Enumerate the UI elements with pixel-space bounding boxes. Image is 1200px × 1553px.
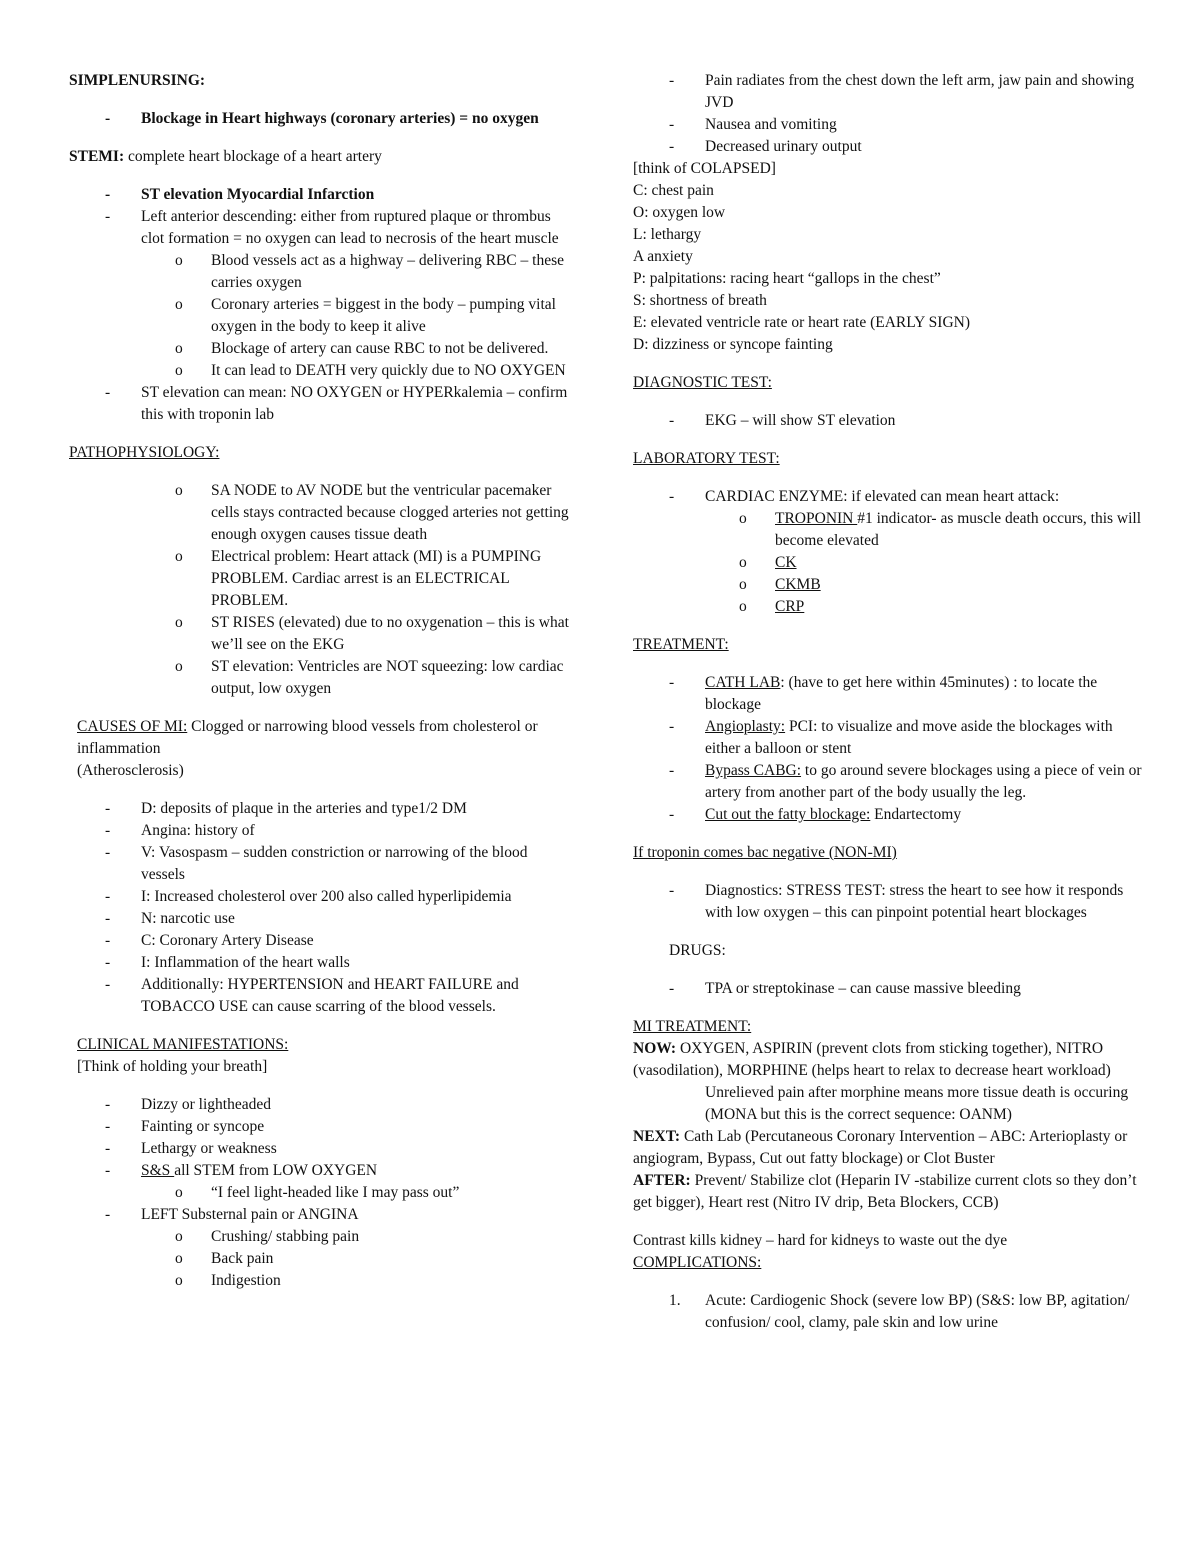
section-heading-laboratory: LABORATORY TEST: [633,450,780,467]
sub-list-item: o Coronary arteries = biggest in the body – pumping vital oxygen in the body to keep it alive [175,296,556,335]
list-item: - Diagnostics: STRESS TEST: stress the heart to see how it responds with low oxygen – this can pinpoint potential heart blockages [669,882,1124,921]
list-item: - I: Inflammation of the heart walls [105,954,350,971]
sub-list-item: o TROPONIN #1 indicator- as muscle death occurs, this will become elevated [739,510,1142,549]
colapsed-line: O: oxygen low [633,204,726,221]
list-item: - EKG – will show ST elevation [669,412,896,429]
contrast-note: Contrast kills kidney – hard for kidneys to waste out the dye [633,1232,1008,1249]
unrelieved-note: Unrelieved pain after morphine means more tissue death is occuring [705,1084,1129,1101]
list-item: - Angina: history of [105,822,255,839]
section-heading-complications: COMPLICATIONS: [633,1254,762,1271]
list-item: - CARDIAC ENZYME: if elevated can mean heart attack: [669,488,1060,505]
section-heading-mi-treatment: MI TREATMENT: [633,1018,752,1035]
section-heading-pathophysiology: PATHOPHYSIOLOGY: [69,444,220,461]
sub-list-item: o CKMB [739,576,821,593]
section-heading-treatment: TREATMENT: [633,636,729,653]
list-item: - Angioplasty: PCI: to visualize and move aside the blockages with either a balloon or stent [669,718,1113,757]
sub-list-item: o Blockage of artery can cause RBC to not be delivered. [175,340,549,357]
colapsed-line: P: palpitations: racing heart “gallops in the chest” [633,270,941,287]
doc-title: SIMPLENURSING: [69,72,206,89]
causes-block: CAUSES OF MI: Clogged or narrowing blood vessels from cholesterol or inflammation (Atherosclerosis) [77,718,538,779]
next-paragraph: NEXT: Cath Lab (Percutaneous Coronary Intervention – ABC: Arterioplasty or angiogram, Bypass, Cut out fatty blockage) or Clot Buster [633,1128,1128,1167]
left-column [69,70,569,1292]
colapsed-line: C: chest pain [633,182,714,199]
now-paragraph: NOW: OXYGEN, ASPIRIN (prevent clots from sticking together), NITRO (vasodilation), MORPHINE (helps heart to relax to decrease heart workload) [633,1040,1111,1079]
colapsed-line: [think of COLAPSED] [633,160,776,177]
list-item: - I: Increased cholesterol over 200 also called hyperlipidemia [105,888,512,905]
sub-list-item: o It can lead to DEATH very quickly due to NO OXYGEN [175,362,566,379]
list-item: - S&S all STEM from LOW OXYGEN [105,1162,378,1179]
after-paragraph: AFTER: Prevent/ Stabilize clot (Heparin IV -stabilize current clots so they don’t get bigger), Heart rest (Nitro IV drip, Beta Blockers, CCB) [633,1172,1137,1211]
list-item: - LEFT Substernal pain or ANGINA [105,1206,359,1223]
list-item: - D: deposits of plaque in the arteries and type1/2 DM [105,800,467,817]
troponin-negative-heading: If troponin comes bac negative (NON-MI) [633,844,897,861]
list-item: - N: narcotic use [105,910,235,927]
sub-list-item: o ST RISES (elevated) due to no oxygenation – this is what we’ll see on the EKG [175,614,569,653]
sub-list-item: o Back pain [175,1250,274,1267]
section-heading-clinical: CLINICAL MANIFESTATIONS: [77,1036,289,1053]
colapsed-line: L: lethargy [633,226,702,243]
sub-list-item: o Crushing/ stabbing pain [175,1228,360,1245]
list-item: - Lethargy or weakness [105,1140,277,1157]
list-item: - Pain radiates from the chest down the left arm, jaw pain and showing JVD [669,72,1135,111]
section-heading-diagnostic: DIAGNOSTIC TEST: [633,374,772,391]
list-item: - V: Vasospasm – sudden constriction or narrowing of the blood vessels [105,844,528,883]
colapsed-line: S: shortness of breath [633,292,767,309]
list-item: - Blockage in Heart highways (coronary arteries) = no oxygen [105,110,539,127]
list-item: - Fainting or syncope [105,1118,265,1135]
right-column [633,70,1143,1334]
section-heading-causes: CAUSES OF MI: [77,718,188,735]
list-item: - TPA or streptokinase – can cause massive bleeding [669,980,1021,997]
sub-list-item: o Blood vessels act as a highway – delivering RBC – these carries oxygen [175,252,564,291]
sub-list-item: o SA NODE to AV NODE but the ventricular pacemaker cells stays contracted because clogged arteries not getting enough oxygen causes tissue death [175,482,569,543]
numbered-item: 1. Acute: Cardiogenic Shock (severe low BP) (S&S: low BP, agitation/ confusion/ cool, clamy, pale skin and low urine [669,1292,1130,1331]
list-item: - Decreased urinary output [669,138,862,155]
clinical-block: CLINICAL MANIFESTATIONS: [Think of holding your breath] [69,1034,569,1078]
sub-list-item: o ST elevation: Ventricles are NOT squeezing: low cardiac output, low oxygen [175,658,564,697]
sub-list-item: o CK [739,554,797,571]
colapsed-line: D: dizziness or syncope fainting [633,336,833,353]
list-item: - ST elevation can mean: NO OXYGEN or HYPERkalemia – confirm this with troponin lab [105,384,568,423]
stemi-definition: STEMI: complete heart blockage of a heart artery [69,148,382,165]
list-item: - Dizzy or lightheaded [105,1096,271,1113]
list-item: - C: Coronary Artery Disease [105,932,314,949]
mona-note: (MONA but this is the correct sequence: OANM) [705,1106,1012,1123]
list-item: - ST elevation Myocardial Infarction [105,186,375,203]
list-item: - Bypass CABG: to go around severe blockages using a piece of vein or artery from another part of the body usually the leg. [669,762,1142,801]
colapsed-line: E: elevated ventricle rate or heart rate (EARLY SIGN) [633,314,970,331]
list-item: - Left anterior descending: either from ruptured plaque or thrombus clot formation = no oxygen can lead to necrosis of the heart muscle [105,208,559,247]
list-item: - Additionally: HYPERTENSION and HEART FAILURE and TOBACCO USE can cause scarring of the blood vessels. [105,976,519,1015]
list-item: - Cut out the fatty blockage: Endartectomy [669,806,962,823]
list-item: - CATH LAB: (have to get here within 45minutes) : to locate the blockage [669,674,1098,713]
sub-list-item: o CRP [739,598,805,615]
sub-list-item: o Indigestion [175,1272,281,1289]
drugs-label: DRUGS: [669,942,726,959]
sub-list-item: o “I feel light-headed like I may pass out” [175,1184,460,1201]
colapsed-line: A anxiety [633,248,693,265]
sub-list-item: o Electrical problem: Heart attack (MI) is a PUMPING PROBLEM. Cardiac arrest is an ELECTRICAL PROBLEM. [175,548,542,609]
list-item: - Nausea and vomiting [669,116,837,133]
